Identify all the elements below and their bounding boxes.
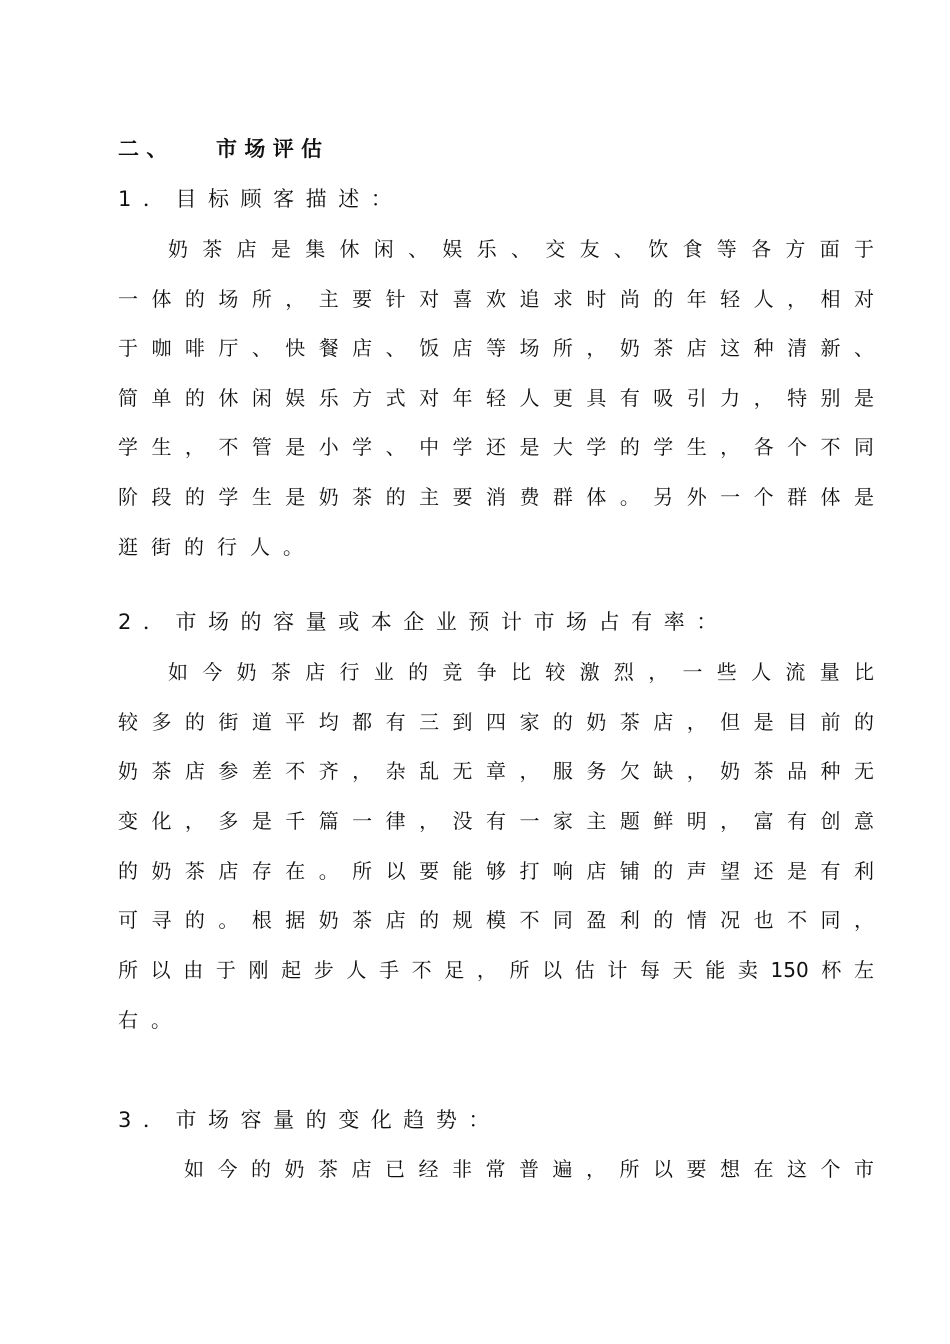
paragraph-line: 的奶茶店存在。所以要能够打响店铺的声望还是有利: [118, 859, 874, 883]
paragraph-line: 可寻的。根据奶茶店的规模不同盈利的情况也不同，: [118, 908, 874, 932]
paragraph-line: 简单的休闲娱乐方式对年轻人更具有吸引力，特别是: [118, 386, 874, 410]
subsection-heading-1: 1．目标顾客描述：: [118, 187, 404, 211]
section-heading: [118, 132, 874, 166]
paragraph-line: 学生，不管是小学、中学还是大学的学生，各个不同: [118, 435, 874, 459]
paragraph-line: 于咖啡厅、快餐店、饭店等场所，奶茶店这种清新、: [118, 336, 874, 360]
paragraph-line: 奶茶店是集休闲、娱乐、交友、饮食等各方面于: [168, 237, 874, 261]
paragraph-line: 右。: [118, 1008, 184, 1032]
paragraph-line: 较多的街道平均都有三到四家的奶茶店，但是目前的: [118, 710, 874, 734]
paragraph-line: 奶茶店参差不齐，杂乱无章，服务欠缺，奶茶品种无: [118, 759, 874, 783]
section-number: 二、: [118, 137, 175, 161]
paragraph-line: 逛街的行人。: [118, 535, 316, 559]
paragraph-line: 一体的场所，主要针对喜欢追求时尚的年轻人，相对: [118, 287, 874, 311]
subsection-heading-3: 3．市场容量的变化趋势：: [118, 1108, 501, 1132]
subsection-heading-2: 2．市场的容量或本企业预计市场占有率：: [118, 610, 729, 634]
paragraph-line: 变化，多是千篇一律，没有一家主题鲜明，富有创意: [118, 809, 874, 833]
paragraph-line: 如今的奶茶店已经非常普遍，所以要想在这个市: [184, 1157, 874, 1181]
paragraph-line: 所以由于刚起步人手不足，所以估计每天能卖150杯左: [118, 958, 874, 982]
paragraph-line: 如今奶茶店行业的竞争比较激烈，一些人流量比: [168, 660, 874, 684]
section-title: 市场评估: [216, 137, 330, 161]
paragraph-line: 阶段的学生是奶茶的主要消费群体。另外一个群体是: [118, 485, 874, 509]
